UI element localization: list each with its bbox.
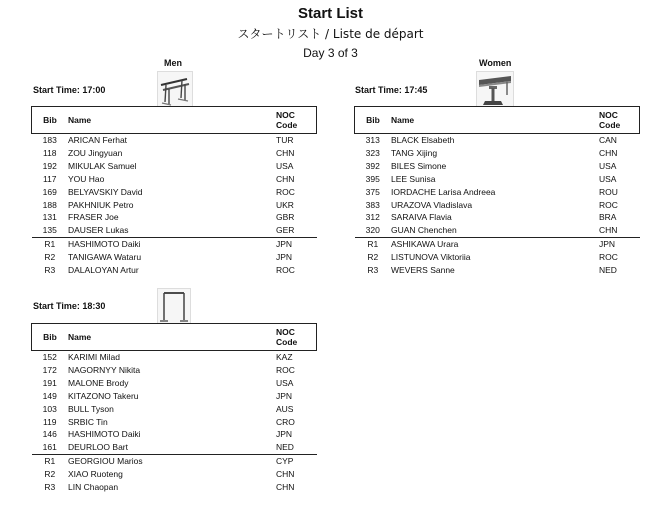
table-row: 320 GUAN Chenchen CHN xyxy=(365,225,618,236)
table-row: 131 FRASER Joe GBR xyxy=(42,212,295,223)
table-row: 152 KARIMI Milad KAZ xyxy=(42,352,293,362)
men-start-list-table xyxy=(31,106,317,277)
women-start-list-table xyxy=(354,106,640,277)
horizontal-bar-icon xyxy=(157,288,191,324)
table-row: 172 NAGORNYY Nikita ROC xyxy=(42,364,295,375)
table-row: 103 BULL Tyson AUS xyxy=(42,403,294,414)
table-row: 323 TANG Xijing CHN xyxy=(365,147,618,158)
table-row: 375 IORDACHE Larisa Andreea ROU xyxy=(365,186,618,197)
reserve-row: R3 WEVERS Sanne NED xyxy=(367,265,617,276)
table-row: 135 DAUSER Lukas GER xyxy=(42,225,295,236)
table-row: 161 DEURLOO Bart NED xyxy=(42,442,294,453)
table-row: 169 BELYAVSKIY David ROC xyxy=(42,186,295,197)
table-row: 188 PAKHNIUK Petro UKR xyxy=(42,199,294,210)
men-label: Men xyxy=(164,58,182,68)
hbar-start-time: Start Time: 18:30 xyxy=(33,301,106,311)
men-start-time: Start Time: 17:00 xyxy=(33,85,106,95)
table-row: 191 MALONE Brody USA xyxy=(42,377,294,388)
table-row: 312 SARAIVA Flavia BRA xyxy=(365,212,617,223)
name-header: Name xyxy=(68,324,276,351)
table-row: 149 KITAZONO Takeru JPN xyxy=(42,390,293,401)
reserve-row: R1 GEORGIOU Marios CYP xyxy=(32,455,317,468)
bib-header: Bib xyxy=(32,324,69,351)
name-header: Name xyxy=(68,107,276,134)
balance-beam-icon xyxy=(476,71,514,107)
hbar-start-list-table xyxy=(31,323,317,494)
parallel-bars-icon xyxy=(157,71,193,107)
reserve-row: R1 ASHIKAWA Urara JPN xyxy=(355,238,640,251)
table-row: 383 URAZOVA Vladislava ROC xyxy=(365,199,618,210)
reserve-row: R2 TANIGAWA Wataru JPN xyxy=(44,252,293,263)
day-indicator: Day 3 of 3 xyxy=(303,46,358,60)
page-title: Start List xyxy=(297,5,363,22)
bib-header: Bib xyxy=(32,107,69,134)
page-subtitle: スタートリスト / Liste de départ xyxy=(237,27,424,41)
table-row: 183 ARICAN Ferhat TUR xyxy=(42,135,294,145)
reserve-row: R3 DALALOYAN Artur ROC xyxy=(44,265,295,276)
table-row: 313 BLACK Elsabeth CAN xyxy=(365,135,617,145)
women-label: Women xyxy=(479,58,512,68)
noc-header: NOC Code xyxy=(276,324,317,351)
table-row: 117 YOU Hao CHN xyxy=(42,173,295,184)
bib-header: Bib xyxy=(355,107,392,134)
reserve-row: R1 HASHIMOTO Daiki JPN xyxy=(32,238,317,251)
noc-header: NOC Code xyxy=(276,107,317,134)
reserve-row: R3 LIN Chaopan CHN xyxy=(44,482,295,493)
table-row: 392 BILES Simone USA xyxy=(365,160,617,171)
table-row: 192 MIKULAK Samuel USA xyxy=(42,160,294,171)
table-row: 146 HASHIMOTO Daiki JPN xyxy=(42,429,293,440)
reserve-row: R2 LISTUNOVA Viktoriia ROC xyxy=(367,252,618,263)
noc-header: NOC Code xyxy=(599,107,640,134)
table-row: 118 ZOU Jingyuan CHN xyxy=(42,147,295,158)
table-row: 119 SRBIC Tin CRO xyxy=(42,416,295,427)
reserve-row: R2 XIAO Ruoteng CHN xyxy=(44,469,295,480)
name-header: Name xyxy=(391,107,599,134)
women-start-time: Start Time: 17:45 xyxy=(355,85,428,95)
table-row: 395 LEE Sunisa USA xyxy=(365,173,617,184)
